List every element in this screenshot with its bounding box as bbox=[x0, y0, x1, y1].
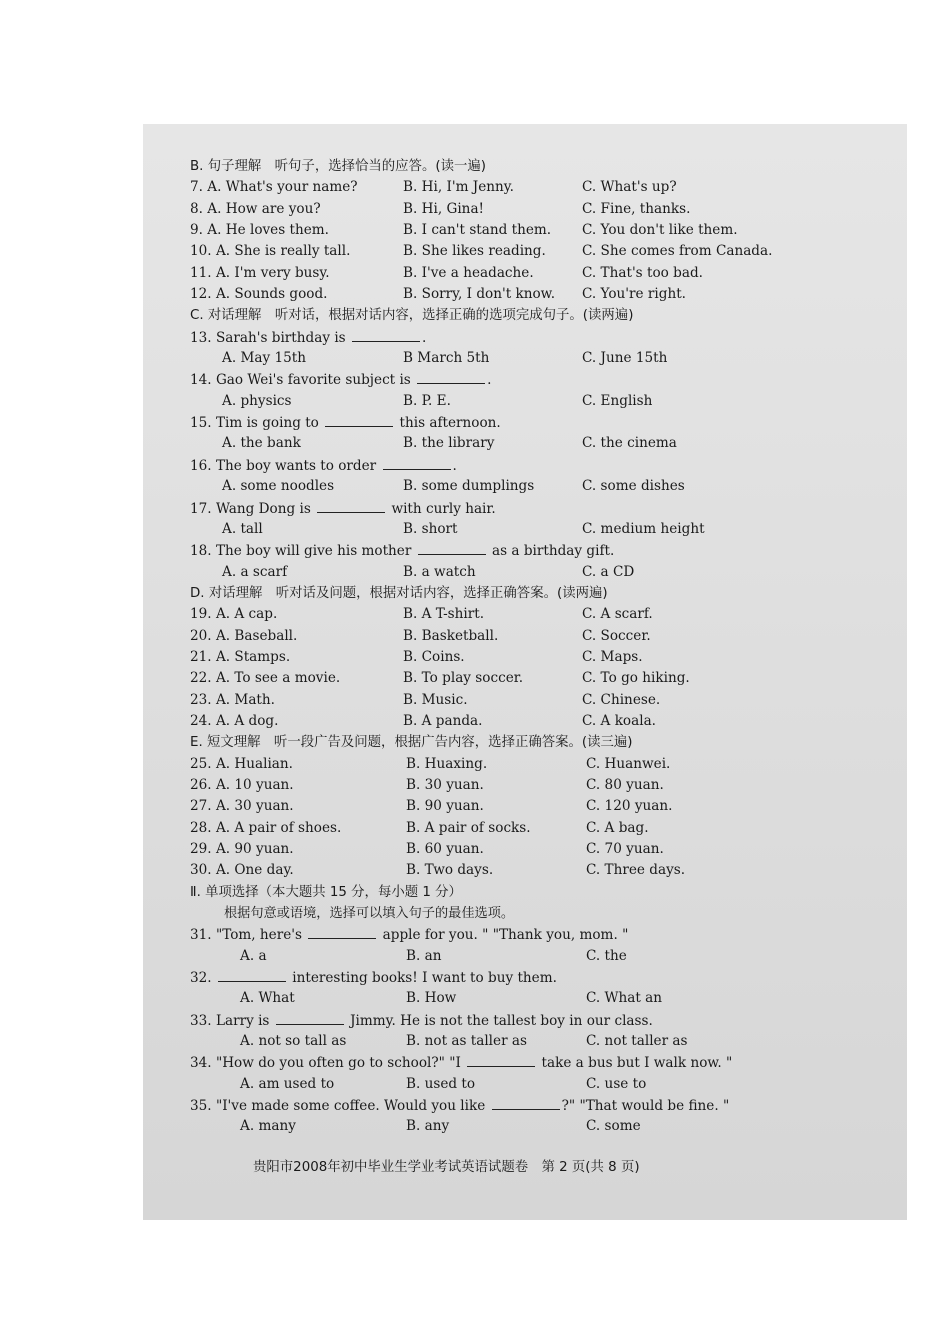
options-row bbox=[190, 988, 790, 1009]
text: B. 60 yuan. bbox=[406, 841, 484, 857]
text: E. 短文理解 听一段广告及问题，根据广告内容，选择正确答案。(读三遍) bbox=[190, 735, 633, 751]
text: C. June 15th bbox=[582, 350, 668, 367]
text: B. To play soccer. bbox=[403, 670, 524, 687]
text: C. What's up? bbox=[582, 179, 677, 196]
answer-blank bbox=[417, 369, 485, 384]
text-group bbox=[190, 498, 496, 520]
text-group bbox=[190, 369, 491, 391]
question-row bbox=[190, 241, 790, 262]
question-stem bbox=[190, 924, 790, 945]
text: 16. The boy wants to order bbox=[190, 457, 377, 474]
text: C. a CD bbox=[582, 563, 635, 580]
question-row bbox=[190, 839, 790, 860]
question-stem bbox=[190, 498, 790, 519]
options-row bbox=[190, 348, 790, 369]
text: C. Three days. bbox=[586, 862, 686, 879]
options-row bbox=[190, 1031, 790, 1052]
text: 34. "How do you often go to school?" "I bbox=[190, 1055, 461, 1072]
answer-blank bbox=[383, 455, 451, 470]
text: 7. A. What's your name? bbox=[190, 179, 358, 196]
text: C. A koala. bbox=[582, 712, 656, 729]
question-stem bbox=[190, 412, 790, 433]
question-row bbox=[190, 263, 790, 284]
text: B. the library bbox=[403, 435, 495, 452]
question-row bbox=[190, 711, 790, 732]
text: B. Basketball. bbox=[403, 627, 499, 644]
text: B. Hi, I'm Jenny. bbox=[403, 179, 514, 196]
section-e-heading bbox=[190, 732, 790, 753]
question-stem bbox=[190, 327, 790, 348]
question-row bbox=[190, 668, 790, 689]
text: . bbox=[421, 329, 427, 346]
text: B. I can't stand them. bbox=[403, 222, 552, 239]
text: C. What an bbox=[586, 990, 663, 1007]
text: C. the bbox=[586, 947, 627, 964]
question-stem bbox=[190, 1010, 790, 1031]
text: 30. A. One day. bbox=[190, 862, 294, 879]
section-ii-heading bbox=[190, 882, 790, 903]
text: C. Soccer. bbox=[582, 627, 651, 644]
text-group bbox=[190, 540, 614, 562]
text: 21. A. Stamps. bbox=[190, 648, 291, 665]
text-group bbox=[190, 1052, 732, 1074]
section-d-heading bbox=[190, 583, 790, 604]
text: B. used to bbox=[406, 1075, 476, 1092]
question-stem bbox=[190, 455, 790, 476]
exam-content bbox=[190, 156, 790, 1138]
question-row bbox=[190, 626, 790, 647]
options-row bbox=[190, 562, 790, 583]
section-ii-instruction bbox=[190, 903, 790, 924]
text: D. 对话理解 听对话及问题，根据对话内容，选择正确答案。(读两遍) bbox=[190, 585, 608, 601]
text: B. She likes reading. bbox=[403, 243, 546, 260]
options-row bbox=[190, 476, 790, 497]
text: as a birthday gift. bbox=[492, 543, 615, 560]
text: Ⅱ. 单项选择（本大题共 15 分，每小题 1 分） bbox=[190, 884, 462, 900]
text: C. 对话理解 听对话，根据对话内容，选择正确的选项完成句子。(读两遍) bbox=[190, 308, 634, 324]
text: C. She comes from Canada. bbox=[582, 243, 773, 260]
text: A. some noodles bbox=[222, 478, 335, 495]
text: B. Sorry, I don't know. bbox=[403, 286, 556, 303]
text: B. Coins. bbox=[403, 648, 465, 665]
text: with curly hair. bbox=[391, 500, 496, 517]
text: take a bus but I walk now. " bbox=[541, 1055, 733, 1072]
text: 11. A. I'm very busy. bbox=[190, 264, 330, 281]
text: C. medium height bbox=[582, 520, 705, 537]
text: . bbox=[452, 457, 457, 474]
question-row bbox=[190, 818, 790, 839]
text: B. 90 yuan. bbox=[406, 798, 484, 815]
question-stem bbox=[190, 369, 790, 390]
text: A. May 15th bbox=[222, 350, 306, 367]
question-row bbox=[190, 754, 790, 775]
text: apple for you. " "Thank you, mom. " bbox=[382, 927, 629, 944]
text: interesting books! I want to buy them. bbox=[292, 970, 557, 987]
answer-blank bbox=[317, 498, 385, 513]
question-row bbox=[190, 177, 790, 198]
text: B. A T-shirt. bbox=[403, 606, 485, 623]
text: C. Maps. bbox=[582, 648, 643, 665]
question-row bbox=[190, 647, 790, 668]
question-row bbox=[190, 199, 790, 220]
text: 18. The boy will give his mother bbox=[190, 543, 412, 560]
answer-blank bbox=[467, 1052, 535, 1067]
text: 10. A. She is really tall. bbox=[190, 243, 351, 260]
answer-blank bbox=[325, 412, 393, 427]
text: A. physics bbox=[222, 392, 292, 409]
text: 根据句意或语境，选择可以填入句子的最佳选项。 bbox=[224, 906, 515, 922]
text: C. 70 yuan. bbox=[586, 841, 664, 857]
text: C. not taller as bbox=[586, 1033, 688, 1050]
question-row bbox=[190, 220, 790, 241]
text: A. am used to bbox=[240, 1075, 335, 1092]
text: 19. A. A cap. bbox=[190, 606, 278, 623]
text: 35. "I've made some coffee. Would you like bbox=[190, 1098, 486, 1115]
options-row bbox=[190, 946, 790, 967]
text-group bbox=[190, 1010, 653, 1032]
answer-blank bbox=[418, 540, 486, 555]
text: C. That's too bad. bbox=[582, 264, 703, 281]
text: B. How bbox=[406, 990, 457, 1007]
text: C. use to bbox=[586, 1075, 647, 1092]
text: B March 5th bbox=[403, 350, 490, 367]
text: C. 80 yuan. bbox=[586, 776, 664, 793]
text: 27. A. 30 yuan. bbox=[190, 798, 294, 815]
text: 8. A. How are you? bbox=[190, 200, 321, 217]
text: C. some dishes bbox=[582, 478, 685, 495]
text: B. P. E. bbox=[403, 392, 451, 409]
text: A. not so tall as bbox=[240, 1033, 347, 1050]
question-row bbox=[190, 690, 790, 711]
text: C. You don't like them. bbox=[582, 222, 738, 239]
page-footer: 贵阳市2008年初中毕业生学业考试英语试题卷 第 2 页(共 8 页) bbox=[253, 1160, 640, 1175]
text: 25. A. Hualian. bbox=[190, 755, 293, 772]
text: 23. A. Math. bbox=[190, 691, 275, 708]
text: 17. Wang Dong is bbox=[190, 500, 311, 517]
section-c-heading bbox=[190, 305, 790, 326]
text: A. a scarf bbox=[222, 563, 288, 580]
text: C. 120 yuan. bbox=[586, 798, 673, 815]
text: C. Chinese. bbox=[582, 691, 661, 708]
text: Jimmy. He is not the tallest boy in our class. bbox=[350, 1012, 653, 1029]
text: C. English bbox=[582, 392, 653, 409]
text: B. Hi, Gina! bbox=[403, 200, 485, 217]
text-group bbox=[190, 1095, 729, 1117]
question-row bbox=[190, 604, 790, 625]
text: this afternoon. bbox=[399, 415, 501, 432]
text: ?" "That would be fine. " bbox=[561, 1098, 730, 1115]
text-group bbox=[190, 455, 457, 477]
text: . bbox=[487, 372, 492, 389]
text: C. some bbox=[586, 1118, 641, 1135]
question-row bbox=[190, 860, 790, 881]
text: B. an bbox=[406, 947, 442, 964]
text: B. Music. bbox=[403, 691, 468, 708]
text: 33. Larry is bbox=[190, 1012, 270, 1029]
question-stem bbox=[190, 967, 790, 988]
question-row bbox=[190, 284, 790, 305]
text-group bbox=[190, 924, 628, 946]
text: B. 30 yuan. bbox=[406, 776, 484, 793]
text: C. the cinema bbox=[582, 435, 677, 452]
text: B. Huaxing. bbox=[406, 755, 488, 772]
answer-blank bbox=[218, 967, 286, 982]
question-stem bbox=[190, 1095, 790, 1116]
text: C. You're right. bbox=[582, 286, 686, 303]
answer-blank bbox=[308, 924, 376, 939]
question-row bbox=[190, 796, 790, 817]
options-row bbox=[190, 1116, 790, 1137]
text: 14. Gao Wei's favorite subject is bbox=[190, 372, 411, 389]
text: B. A pair of socks. bbox=[406, 819, 531, 836]
text: B. a watch bbox=[403, 563, 476, 580]
text: B. I've a headache. bbox=[403, 264, 534, 281]
text: 28. A. A pair of shoes. bbox=[190, 819, 342, 836]
text: C. A scarf. bbox=[582, 606, 653, 623]
text: C. To go hiking. bbox=[582, 670, 690, 687]
text: B. some dumplings bbox=[403, 478, 535, 495]
text: A. What bbox=[240, 990, 295, 1007]
text: 24. A. A dog. bbox=[190, 712, 279, 729]
answer-blank bbox=[352, 327, 420, 342]
text: A. many bbox=[240, 1118, 296, 1135]
text-group bbox=[190, 412, 501, 434]
text: 13. Sarah's birthday is bbox=[190, 329, 346, 346]
text: 20. A. Baseball. bbox=[190, 627, 298, 644]
text: C. Fine, thanks. bbox=[582, 200, 691, 217]
question-row bbox=[190, 775, 790, 796]
answer-blank bbox=[276, 1010, 344, 1025]
text: 15. Tim is going to bbox=[190, 415, 319, 432]
text: 32. bbox=[190, 970, 212, 987]
text: B. 句子理解 听句子，选择恰当的应答。(读一遍) bbox=[190, 159, 486, 174]
text: 29. A. 90 yuan. bbox=[190, 841, 294, 857]
text: B. not as taller as bbox=[406, 1033, 527, 1050]
text-group bbox=[190, 327, 426, 349]
text: 22. A. To see a movie. bbox=[190, 670, 341, 687]
text: 31. "Tom, here's bbox=[190, 927, 302, 944]
text: B. short bbox=[403, 520, 458, 537]
question-stem bbox=[190, 1052, 790, 1073]
text: B. Two days. bbox=[406, 862, 494, 879]
text: 12. A. Sounds good. bbox=[190, 286, 328, 303]
text: A. tall bbox=[222, 520, 263, 537]
options-row bbox=[190, 1074, 790, 1095]
answer-blank bbox=[492, 1095, 560, 1110]
section-b-heading bbox=[190, 156, 790, 177]
text: A. the bank bbox=[222, 435, 301, 452]
text-group bbox=[190, 967, 557, 989]
text: C. A bag. bbox=[586, 819, 649, 836]
options-row bbox=[190, 433, 790, 454]
text: A. a bbox=[240, 947, 267, 964]
options-row bbox=[190, 519, 790, 540]
question-stem bbox=[190, 540, 790, 561]
text: 9. A. He loves them. bbox=[190, 222, 329, 239]
text: 26. A. 10 yuan. bbox=[190, 776, 294, 793]
text: B. A panda. bbox=[403, 712, 483, 729]
text: B. any bbox=[406, 1118, 450, 1135]
options-row bbox=[190, 391, 790, 412]
text: C. Huanwei. bbox=[586, 755, 671, 772]
